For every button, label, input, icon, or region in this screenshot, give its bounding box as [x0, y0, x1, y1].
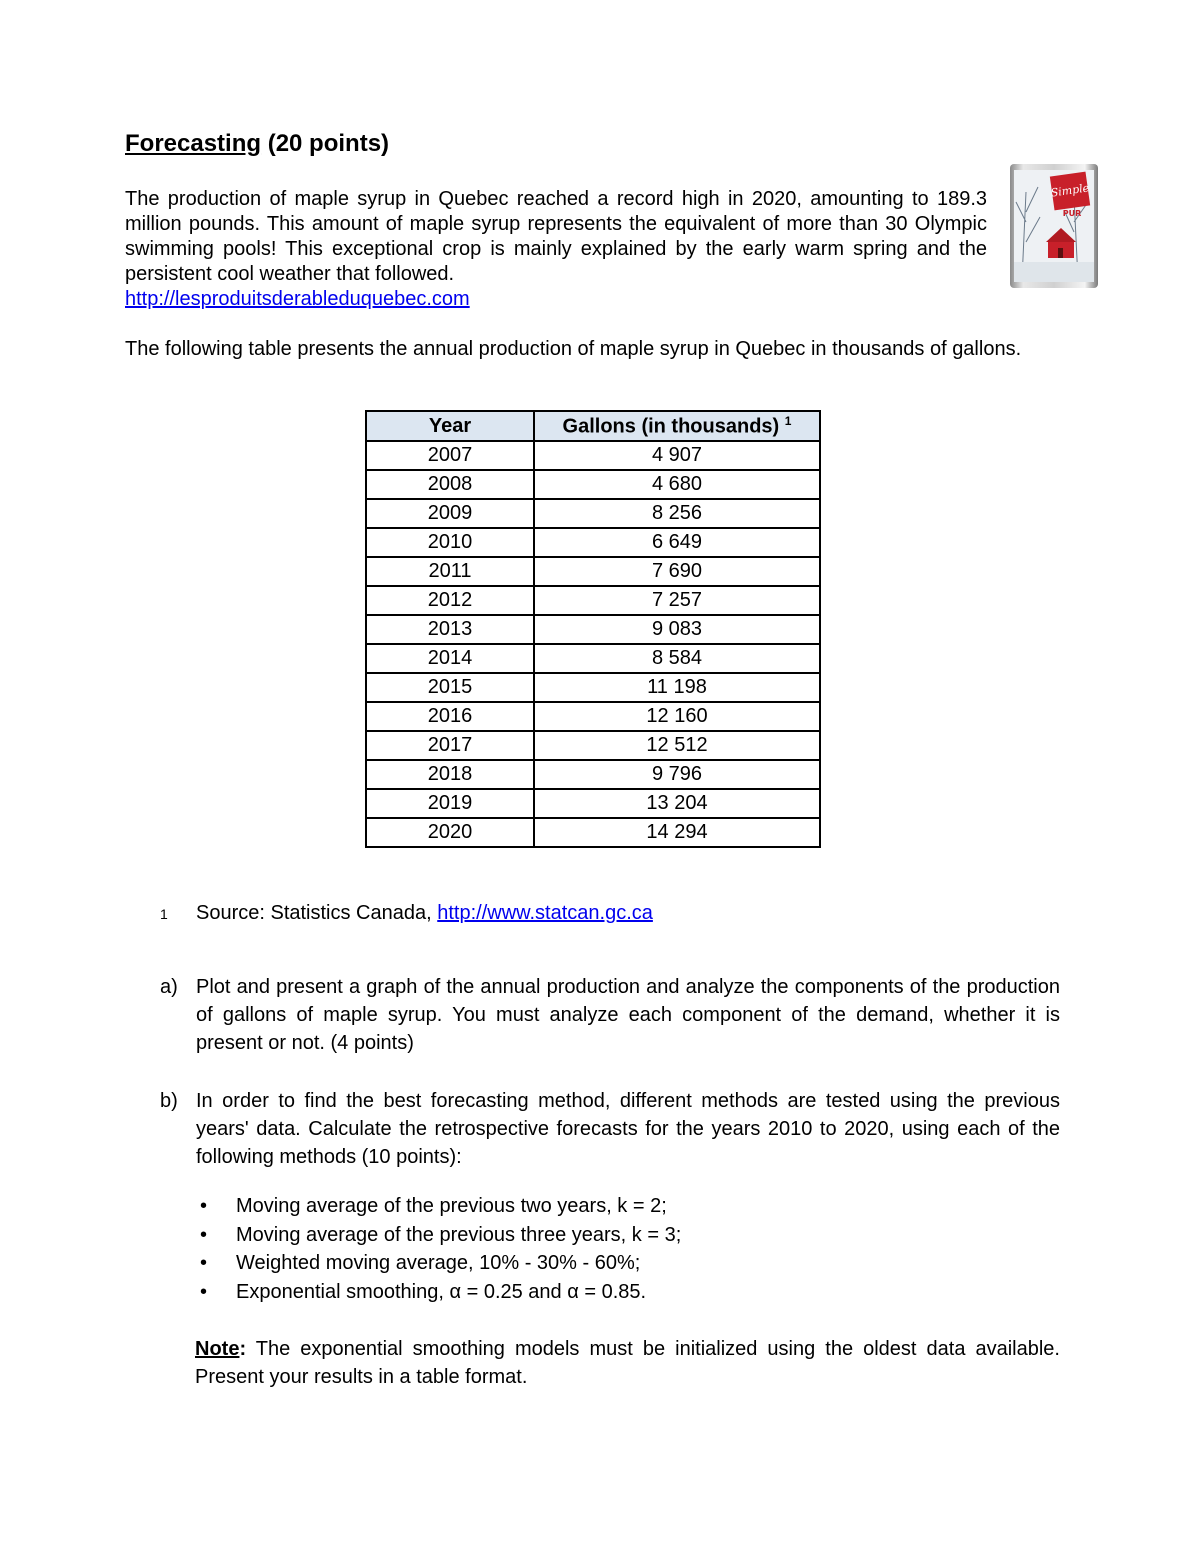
cell-year: 2009 — [366, 499, 534, 528]
table-row — [366, 702, 820, 731]
section-title — [125, 130, 389, 158]
list-item — [195, 1249, 681, 1278]
table-row — [366, 470, 820, 499]
cell-gallons: 7 690 — [534, 557, 820, 586]
list-item-text: Exponential smoothing, α = 0.25 and α = 0.85. — [236, 1280, 647, 1303]
list-item-text: Moving average of the previous two years, k = 2; — [236, 1195, 667, 1217]
list-item-text: Weighted moving average, 10% - 30% - 60%; — [236, 1252, 641, 1274]
cell-gallons: 9 083 — [534, 615, 820, 644]
can-brand: Simple — [1049, 181, 1090, 200]
can-sub: PUR — [1062, 209, 1082, 218]
footnote — [160, 902, 653, 925]
cell-year: 2017 — [366, 731, 534, 760]
title-points: (20 points) — [261, 130, 390, 157]
cell-gallons: 12 512 — [534, 731, 820, 760]
table-row — [366, 760, 820, 789]
cell-year: 2014 — [366, 644, 534, 673]
note-colon: : — [239, 1338, 247, 1360]
header-gallons-label: Gallons (in thousands) — [562, 415, 780, 438]
cell-gallons: 8 584 — [534, 644, 820, 673]
header-year: Year — [366, 411, 534, 441]
footnote-text: Source: Statistics Canada, — [196, 902, 438, 924]
header-footnote-mark: 1 — [784, 413, 792, 428]
bullet-icon: • — [200, 1280, 208, 1303]
table-row — [366, 586, 820, 615]
maple-syrup-can-image — [1008, 162, 1100, 290]
table-row — [366, 557, 820, 586]
intro-text: The production of maple syrup in Quebec reached a record high in 2020, amounting to 189.3 million pounds. This amount of maple syrup represents the equivalent of more than 30 Olympic swimming pools! This exceptional crop is mainly explained by the early warm spring and the persistent cool weather that followed. — [125, 188, 987, 285]
bullet-icon: • — [200, 1223, 208, 1246]
methods-list — [195, 1192, 681, 1306]
table-row — [366, 673, 820, 702]
cell-gallons: 4 907 — [534, 441, 820, 470]
cell-year: 2010 — [366, 528, 534, 557]
table-row — [366, 818, 820, 847]
table-row — [366, 644, 820, 673]
cell-year: 2015 — [366, 673, 534, 702]
table-intro: The following table presents the annual production of maple syrup in Quebec in thousands of gallons. — [125, 338, 1022, 360]
title-main: Forecasting — [125, 130, 262, 157]
list-item — [195, 1278, 681, 1307]
list-item — [195, 1221, 681, 1250]
statcan-link[interactable]: http://www.statcan.gc.ca — [437, 902, 653, 924]
table-header-row — [366, 411, 820, 441]
question-a-label: a) — [160, 976, 178, 998]
cell-gallons: 7 257 — [534, 586, 820, 615]
bullet-icon: • — [200, 1252, 208, 1274]
table-row — [366, 615, 820, 644]
question-a — [160, 973, 1060, 1057]
cell-gallons: 12 160 — [534, 702, 820, 731]
cell-year: 2012 — [366, 586, 534, 615]
cell-gallons: 11 198 — [534, 673, 820, 702]
question-b-label: b) — [160, 1090, 178, 1112]
table-row — [366, 499, 820, 528]
cell-year: 2007 — [366, 441, 534, 470]
table-row — [366, 528, 820, 557]
intro-paragraph — [125, 187, 987, 312]
note-label: Note — [195, 1338, 240, 1360]
list-item-text: Moving average of the previous three years, k = 3; — [236, 1223, 682, 1246]
note-text: The exponential smoothing models must be initialized using the oldest data available. Present your results in a table format. — [195, 1338, 1060, 1388]
cell-gallons: 4 680 — [534, 470, 820, 499]
footnote-number: 1 — [160, 906, 168, 922]
cell-year: 2018 — [366, 760, 534, 789]
cell-year: 2020 — [366, 818, 534, 847]
question-b-text: In order to find the best forecasting method, different methods are tested using the previous years' data. Calculate the retrospective forecasts for the years 2010 to 2020, using each of the following methods (10 points): — [196, 1090, 1060, 1168]
bullet-icon: • — [200, 1195, 208, 1217]
note-paragraph — [195, 1335, 1060, 1391]
cell-year: 2016 — [366, 702, 534, 731]
header-gallons — [534, 411, 820, 441]
question-b — [160, 1087, 1060, 1171]
list-item — [195, 1192, 681, 1221]
cell-gallons: 9 796 — [534, 760, 820, 789]
cell-year: 2019 — [366, 789, 534, 818]
source-link-maple[interactable]: http://lesproduitsderableduquebec.com — [125, 288, 470, 310]
cell-gallons: 6 649 — [534, 528, 820, 557]
table-row — [366, 441, 820, 470]
question-a-text: Plot and present a graph of the annual production and analyze the components of the production of gallons of maple syrup. You must analyze each component of the demand, whether it is present or not. (4 points) — [196, 976, 1060, 1054]
cell-year: 2008 — [366, 470, 534, 499]
table-row — [366, 789, 820, 818]
cell-gallons: 13 204 — [534, 789, 820, 818]
table-row — [366, 731, 820, 760]
cell-year: 2013 — [366, 615, 534, 644]
cell-gallons: 8 256 — [534, 499, 820, 528]
cell-gallons: 14 294 — [534, 818, 820, 847]
production-table — [365, 410, 821, 848]
cell-year: 2011 — [366, 557, 534, 586]
